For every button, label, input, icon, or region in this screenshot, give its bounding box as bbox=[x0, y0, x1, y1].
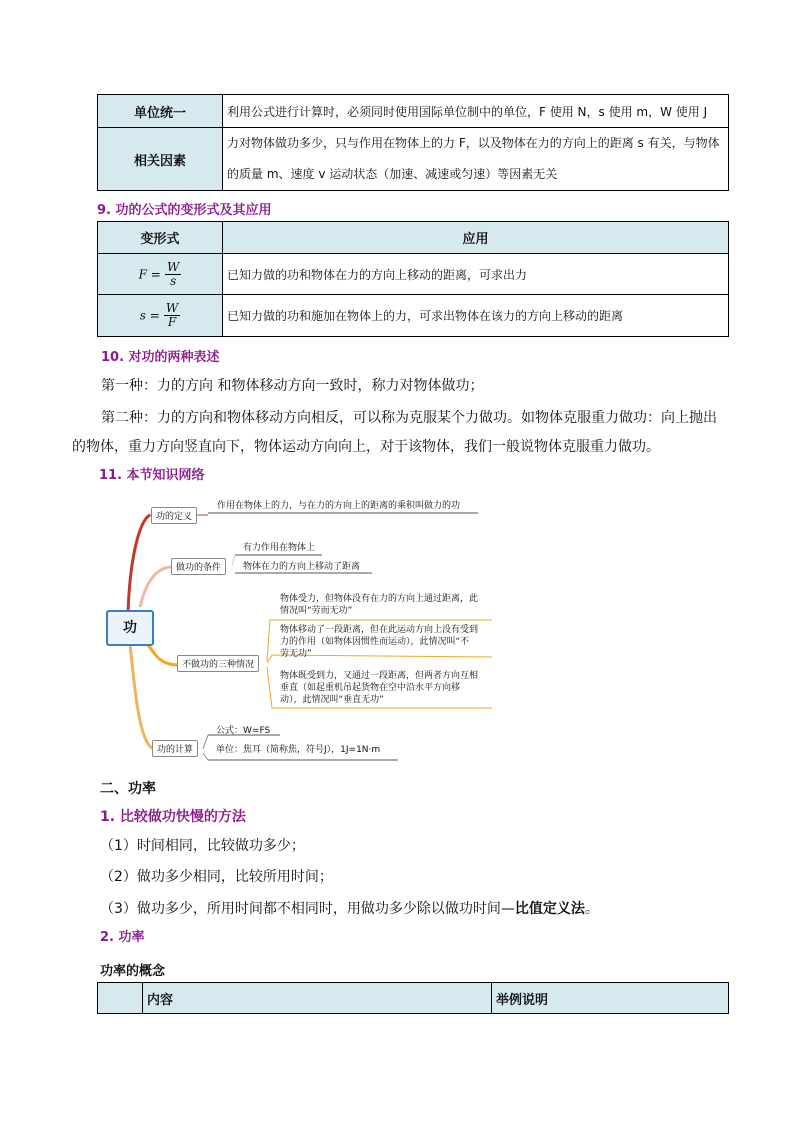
units-table bbox=[97, 94, 729, 191]
node-no-work: 不做功的三种情况 bbox=[177, 655, 259, 672]
col-variant: 变形式 bbox=[98, 222, 223, 254]
power-col-blank bbox=[98, 983, 143, 1014]
section9-title: 9. 功的公式的变形式及其应用 bbox=[97, 203, 272, 218]
no-work-case1: 物体受力，但物体没有在力的方向上通过距离，此 情况叫“劳而无功” bbox=[280, 594, 479, 616]
formula-s-application: 已知力做的功和施加在物体上的力，可求出物体在该力的方向上移动的距离 bbox=[223, 295, 729, 337]
no-work-case3: 物体既受到力，又通过一段距离，但两者方向互相 垂直（如起重机吊起货物在空中沿水平方向移 动），此情况叫“垂直无功” bbox=[280, 671, 479, 705]
part2-s1-p3: （3）做功多少，所用时间都不相同时，用做功多少除以做功时间—比值定义法。 bbox=[100, 901, 599, 917]
col-application: 应用 bbox=[223, 222, 729, 254]
part2-s1-title: 1. 比较做功快慢的方法 bbox=[100, 809, 246, 825]
power-col-content: 内容 bbox=[143, 983, 492, 1014]
node-conditions: 做功的条件 bbox=[171, 558, 226, 575]
formula-f: F = $\frac{W}{s}$ bbox=[98, 254, 223, 295]
calculation-formula: 公式：W=FS bbox=[216, 726, 271, 736]
row-text-factors bbox=[223, 128, 729, 191]
section10-p2b: 的物体，重力方向竖直向下，物体运动方向向上，对于该物体，我们一般说物体克服重力做功。 bbox=[72, 439, 660, 455]
row-text-units: 利用公式进行计算时，必须同时使用国际单位制中的单位，F 使用 N，s 使用 m，W 使用 J bbox=[223, 95, 729, 128]
part2-s1-p2: （2）做功多少相同，比较所用时间； bbox=[100, 869, 333, 885]
section10-p1: 第一种：力的方向 和物体移动方向一致时，称力对物体做功； bbox=[101, 378, 484, 394]
part2-s2-title: 2. 功率 bbox=[100, 930, 145, 945]
no-work-case2: 物体移动了一段距离，但在此运动方向上没有受到 力的作用（如物体因惯性而运动），此情况叫“不 劳无功” bbox=[280, 625, 479, 659]
node-conditions-b: 物体在力的方向上移动了距离 bbox=[243, 562, 361, 572]
power-table bbox=[97, 982, 729, 1014]
power-col-example: 举例说明 bbox=[492, 983, 729, 1014]
power-concept-label: 功率的概念 bbox=[100, 964, 166, 979]
section10-title: 10. 对功的两种表述 bbox=[101, 350, 220, 365]
section11-title: 11. 本节知识网络 bbox=[99, 468, 205, 483]
factors-line2: 的质量 m、速度 v 运动状态（加速、减速或匀速）等因素无关 bbox=[227, 167, 558, 181]
node-definition-text: 作用在物体上的力，与在力的方向上的距离的乘积叫做力的功 bbox=[217, 501, 461, 511]
formula-f-application: 已知力做的功和物体在力的方向上移动的距离，可求出力 bbox=[223, 254, 729, 295]
calculation-unit: 单位：焦耳（简称焦，符号J），1J=1N·m bbox=[216, 745, 381, 755]
formula-s: s = $\frac{W}{F}$ bbox=[98, 295, 223, 337]
row-label-factors: 相关因素 bbox=[98, 128, 223, 191]
node-definition: 功的定义 bbox=[151, 507, 197, 524]
fraction: $\frac{W}{F}$ bbox=[165, 301, 179, 329]
part2-title: 二、功率 bbox=[100, 781, 156, 797]
node-calculation: 功的计算 bbox=[152, 740, 198, 757]
factors-line1: 力对物体做功多少，只与作用在物体上的力 F，以及物体在力的方向上的距离 s 有关，与物体 bbox=[227, 136, 720, 150]
formula-table bbox=[97, 221, 729, 337]
node-conditions-a: 有力作用在物体上 bbox=[243, 543, 316, 553]
part2-s1-p1: （1）时间相同，比较做功多少； bbox=[100, 838, 305, 854]
fraction: $\frac{W}{s}$ bbox=[167, 259, 180, 288]
mindmap-center: 功 bbox=[106, 610, 154, 646]
row-label-units: 单位统一 bbox=[98, 95, 223, 128]
section10-p2a: 第二种：力的方向和物体移动方向相反，可以称为克服某个力做功。如物体克服重力做功：向上抛出 bbox=[101, 410, 717, 426]
